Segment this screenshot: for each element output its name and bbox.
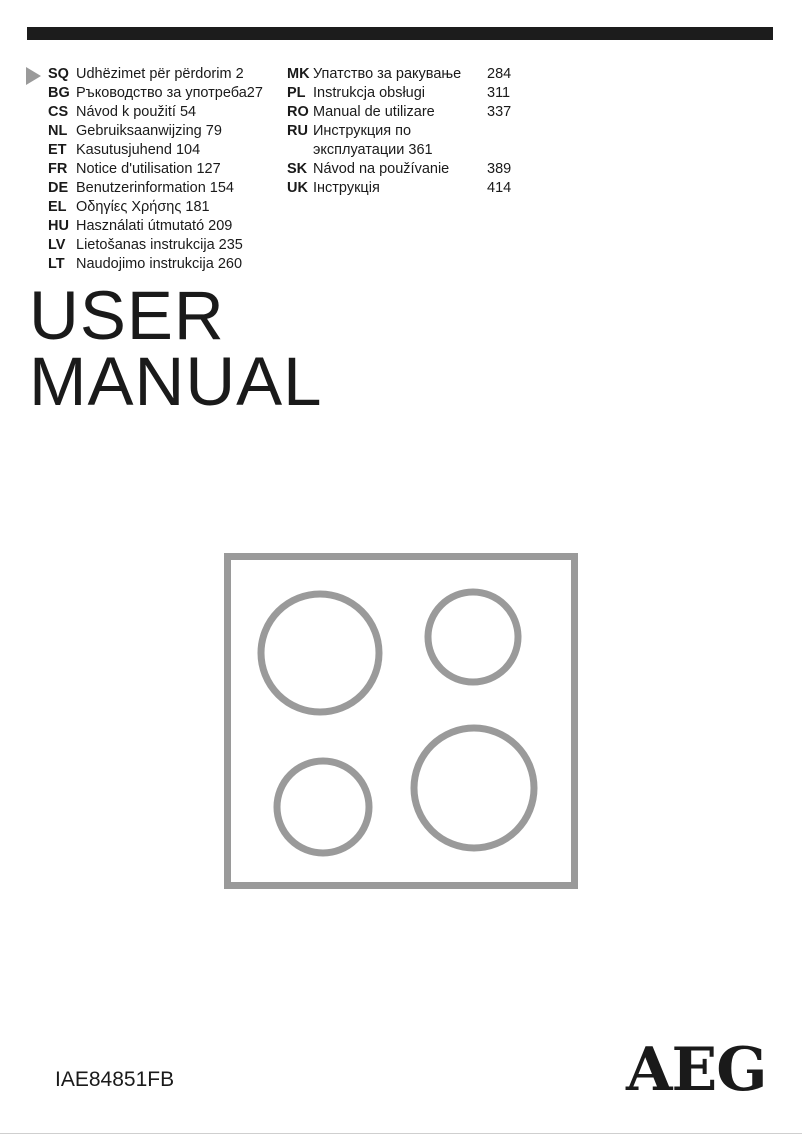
language-page: 337 xyxy=(487,104,512,120)
manual-title-line2: MANUAL xyxy=(29,343,323,420)
language-entry-ru[interactable] xyxy=(287,122,527,160)
language-page: 284 xyxy=(487,66,512,82)
language-code: BG xyxy=(48,85,70,101)
language-entry-fr[interactable] xyxy=(48,160,280,179)
language-entry-de[interactable] xyxy=(48,179,280,198)
aeg-logo: AEG xyxy=(626,1035,767,1105)
language-code: ET xyxy=(48,142,67,158)
language-title: Návod k použití 54 xyxy=(76,104,197,120)
manual-title-line1: USER xyxy=(29,277,225,354)
top-bar xyxy=(27,27,773,40)
language-title: Manual de utilizare xyxy=(313,104,435,120)
language-code: LT xyxy=(48,256,65,272)
cooking-zone-top-left xyxy=(261,594,379,712)
language-entry-sk[interactable] xyxy=(287,160,527,179)
language-code: CS xyxy=(48,104,69,120)
language-code: PL xyxy=(287,85,306,101)
language-entry-cs[interactable] xyxy=(48,103,280,122)
language-marker-arrow-icon xyxy=(26,67,41,85)
language-title: Instrukcja obsługi xyxy=(313,85,426,101)
cooktop-illustration-icon xyxy=(224,553,578,889)
language-list-right xyxy=(287,65,527,198)
language-code: UK xyxy=(287,180,308,196)
language-title: Notice d'utilisation 127 xyxy=(76,161,221,177)
language-entry-lt[interactable] xyxy=(48,255,280,274)
language-page: 311 xyxy=(487,85,511,101)
language-entry-el[interactable] xyxy=(48,198,280,217)
language-title: Инструкция по эксплуатации 361 xyxy=(313,123,433,158)
language-entry-sq[interactable] xyxy=(48,65,280,84)
language-entry-bg[interactable] xyxy=(48,84,280,103)
language-code: RO xyxy=(287,104,309,120)
cooking-zone-bottom-left xyxy=(277,761,369,853)
language-page: 414 xyxy=(487,180,512,196)
language-title: Benutzerinformation 154 xyxy=(76,180,234,196)
language-entry-et[interactable] xyxy=(48,141,280,160)
language-entry-nl[interactable] xyxy=(48,122,280,141)
language-code: SQ xyxy=(48,66,69,82)
language-code: MK xyxy=(287,66,310,82)
cooking-zone-bottom-right xyxy=(414,728,534,848)
language-entry-pl[interactable] xyxy=(287,84,527,103)
model-number: IAE84851FB xyxy=(55,1068,175,1091)
language-title: Naudojimo instrukcija 260 xyxy=(76,256,243,272)
language-title: Návod na používanie xyxy=(313,161,450,177)
language-code: HU xyxy=(48,218,69,234)
language-title: Упатство за ракување xyxy=(313,66,462,82)
language-entry-mk[interactable] xyxy=(287,65,527,84)
language-code: DE xyxy=(48,180,69,196)
language-code: LV xyxy=(48,237,66,253)
language-entry-hu[interactable] xyxy=(48,217,280,236)
language-title: Ръководство за употреба27 xyxy=(76,85,263,101)
language-code: EL xyxy=(48,199,67,215)
language-title: Οδηγίες Χρήσης 181 xyxy=(76,199,210,215)
language-list-left xyxy=(48,65,280,274)
language-title: Gebruiksaanwijzing 79 xyxy=(76,123,222,139)
language-title: Lietošanas instrukcija 235 xyxy=(76,237,243,253)
manual-title xyxy=(29,277,323,420)
language-page: 389 xyxy=(487,161,512,177)
language-title: Kasutusjuhend 104 xyxy=(76,142,201,158)
language-entry-uk[interactable] xyxy=(287,179,527,198)
language-code: FR xyxy=(48,161,68,177)
language-entry-lv[interactable] xyxy=(48,236,280,255)
language-title: Használati útmutató 209 xyxy=(76,218,233,234)
language-title: Інструкція xyxy=(313,180,380,196)
language-entry-ro[interactable] xyxy=(287,103,527,122)
language-title: Udhëzimet për përdorim 2 xyxy=(76,66,244,82)
bottom-divider xyxy=(0,1133,802,1134)
language-code: NL xyxy=(48,123,68,139)
cooking-zone-top-right xyxy=(428,592,518,682)
language-code: SK xyxy=(287,161,308,177)
language-code: RU xyxy=(287,123,308,139)
